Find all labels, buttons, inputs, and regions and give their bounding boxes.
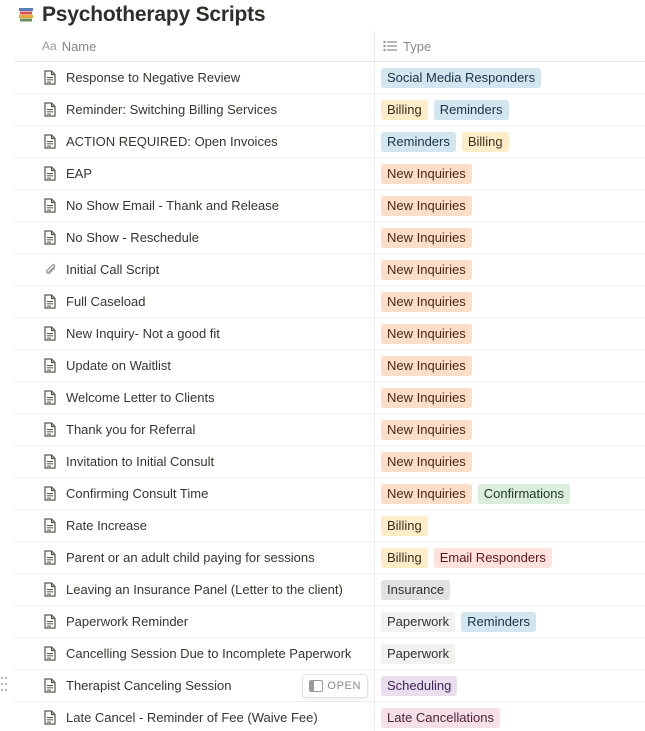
name-cell[interactable] (14, 478, 375, 509)
name-cell[interactable] (14, 606, 375, 637)
type-tag: Late Cancellations (381, 708, 500, 728)
row-title[interactable]: Update on Waitlist (66, 358, 172, 373)
type-tag: New Inquiries (381, 260, 472, 280)
type-cell[interactable] (375, 62, 541, 93)
name-cell[interactable] (14, 446, 375, 477)
type-tag: New Inquiries (381, 388, 472, 408)
type-cell[interactable] (375, 126, 509, 157)
page-icon (44, 102, 58, 118)
type-cell[interactable] (375, 350, 472, 381)
row-title[interactable]: Therapist Canceling Session (66, 678, 232, 693)
page-icon (44, 422, 58, 438)
type-cell[interactable] (375, 414, 472, 445)
paperclip-icon (44, 262, 58, 278)
type-tag: Paperwork (381, 644, 455, 664)
table-row[interactable] (14, 222, 645, 254)
row-title[interactable]: Welcome Letter to Clients (66, 390, 215, 405)
page-icon (44, 582, 58, 598)
table-row[interactable] (14, 190, 645, 222)
page-icon (44, 326, 58, 342)
name-cell[interactable] (14, 94, 375, 125)
column-header-name-label: Name (61, 38, 97, 54)
type-cell[interactable] (375, 222, 472, 253)
page-icon (44, 550, 58, 566)
page-icon (44, 390, 58, 406)
type-cell[interactable] (375, 574, 450, 605)
row-title[interactable]: ACTION REQUIRED: Open Invoices (66, 134, 278, 149)
name-cell[interactable] (14, 542, 375, 573)
type-tag: Social Media Responders (381, 68, 541, 88)
type-tag: Billing (462, 132, 509, 152)
row-title[interactable]: Response to Negative Review (66, 70, 241, 85)
name-cell[interactable] (14, 286, 375, 317)
type-cell[interactable] (375, 606, 536, 637)
type-tag: Billing (381, 100, 428, 120)
row-title[interactable]: Full Caseload (66, 294, 146, 309)
type-cell[interactable] (375, 94, 509, 125)
type-tag: Reminders (461, 612, 536, 632)
table-row[interactable] (14, 158, 645, 190)
table-row[interactable] (14, 606, 645, 638)
page-icon (44, 646, 58, 662)
table-row[interactable] (14, 94, 645, 126)
column-header-name[interactable] (14, 31, 375, 61)
type-tag: Email Responders (434, 548, 552, 568)
row-title[interactable]: No Show Email - Thank and Release (66, 198, 279, 213)
row-title[interactable]: Paperwork Reminder (66, 614, 189, 629)
type-cell[interactable] (375, 638, 455, 669)
row-title[interactable]: EAP (66, 166, 93, 181)
type-tag: Scheduling (381, 676, 457, 696)
open-side-peek-icon (309, 680, 323, 692)
row-title[interactable]: Confirming Consult Time (66, 486, 209, 501)
type-tag: New Inquiries (381, 292, 472, 312)
row-title[interactable]: Parent or an adult child paying for sessions (66, 550, 315, 565)
table-row[interactable] (14, 446, 645, 478)
type-tag: Billing (381, 548, 428, 568)
drag-handle-icon[interactable] (0, 675, 8, 693)
table-row[interactable] (14, 318, 645, 350)
page-icon (44, 230, 58, 246)
type-tag: New Inquiries (381, 228, 472, 248)
name-cell[interactable] (14, 62, 375, 93)
open-button-label: OPEN (327, 680, 361, 692)
row-title[interactable]: New Inquiry- Not a good fit (66, 326, 220, 341)
text-property-icon: Aa (42, 39, 57, 53)
page-icon (44, 614, 58, 630)
name-cell[interactable] (14, 126, 375, 157)
type-tag: New Inquiries (381, 484, 472, 504)
books-icon (18, 8, 34, 22)
open-page-button[interactable] (302, 674, 368, 698)
row-title[interactable]: Initial Call Script (66, 262, 160, 277)
table-row[interactable] (14, 638, 645, 670)
name-cell[interactable] (14, 638, 375, 669)
name-cell[interactable] (14, 702, 375, 731)
row-title[interactable]: No Show - Reschedule (66, 230, 199, 245)
row-title[interactable]: Invitation to Initial Consult (66, 454, 215, 469)
name-cell[interactable] (14, 414, 375, 445)
list-property-icon (383, 40, 397, 52)
table-row[interactable] (14, 62, 645, 94)
table-row[interactable] (14, 350, 645, 382)
type-tag: Reminders (434, 100, 509, 120)
page-title[interactable]: Psychotherapy Scripts (42, 3, 266, 26)
table-row[interactable] (14, 542, 645, 574)
table-row[interactable] (14, 382, 645, 414)
page-icon (44, 486, 58, 502)
type-tag: Insurance (381, 580, 450, 600)
table-row[interactable] (14, 702, 645, 731)
name-cell[interactable] (14, 158, 375, 189)
type-cell[interactable] (375, 510, 428, 541)
type-cell[interactable] (375, 670, 457, 701)
table-row[interactable] (14, 574, 645, 606)
type-cell[interactable] (375, 318, 472, 349)
page-icon (44, 518, 58, 534)
name-cell[interactable] (14, 382, 375, 413)
table-row[interactable] (14, 254, 645, 286)
name-cell[interactable] (14, 222, 375, 253)
page-title-bar (18, 0, 265, 30)
page-icon (44, 710, 58, 726)
row-title[interactable]: Cancelling Session Due to Incomplete Paperwork (66, 646, 352, 661)
type-cell[interactable] (375, 286, 472, 317)
name-cell[interactable] (14, 254, 375, 285)
type-tag: Reminders (381, 132, 456, 152)
type-tag: New Inquiries (381, 196, 472, 216)
table-row[interactable] (14, 286, 645, 318)
type-cell[interactable] (375, 382, 472, 413)
page-icon (44, 198, 58, 214)
name-cell[interactable] (14, 318, 375, 349)
page-icon (44, 70, 58, 86)
type-tag: Paperwork (381, 612, 455, 632)
type-cell[interactable] (375, 542, 552, 573)
table-row[interactable] (14, 510, 645, 542)
page-icon (44, 454, 58, 470)
row-title[interactable]: Leaving an Insurance Panel (Letter to the client) (66, 582, 343, 597)
table-row[interactable] (14, 478, 645, 510)
type-cell[interactable] (375, 478, 570, 509)
name-cell[interactable] (14, 190, 375, 221)
table-row[interactable] (14, 670, 645, 702)
page-icon (44, 134, 58, 150)
name-cell[interactable] (14, 350, 375, 381)
type-tag: New Inquiries (381, 324, 472, 344)
type-cell[interactable] (375, 190, 472, 221)
name-cell[interactable] (14, 510, 375, 541)
table-body (14, 62, 645, 731)
row-title[interactable]: Thank you for Referral (66, 422, 196, 437)
row-title[interactable]: Rate Increase (66, 518, 147, 533)
table-row[interactable] (14, 126, 645, 158)
row-title[interactable]: Reminder: Switching Billing Services (66, 102, 277, 117)
column-header-type[interactable] (375, 31, 431, 61)
page-icon (44, 358, 58, 374)
type-cell[interactable] (375, 254, 472, 285)
page-icon (44, 294, 58, 310)
type-cell[interactable] (375, 158, 472, 189)
page-icon (44, 166, 58, 182)
type-tag: Confirmations (478, 484, 570, 504)
type-cell[interactable] (375, 446, 472, 477)
type-cell[interactable] (375, 702, 500, 731)
column-header-type-label: Type (403, 38, 432, 54)
name-cell[interactable] (14, 670, 375, 701)
name-cell[interactable] (14, 574, 375, 605)
type-tag: Billing (381, 516, 428, 536)
type-tag: New Inquiries (381, 356, 472, 376)
type-tag: New Inquiries (381, 164, 472, 184)
type-tag: New Inquiries (381, 452, 472, 472)
table-row[interactable] (14, 414, 645, 446)
table-header (14, 31, 645, 62)
page-icon (44, 678, 58, 694)
type-tag: New Inquiries (381, 420, 472, 440)
row-title[interactable]: Late Cancel - Reminder of Fee (Waive Fee) (66, 710, 318, 725)
